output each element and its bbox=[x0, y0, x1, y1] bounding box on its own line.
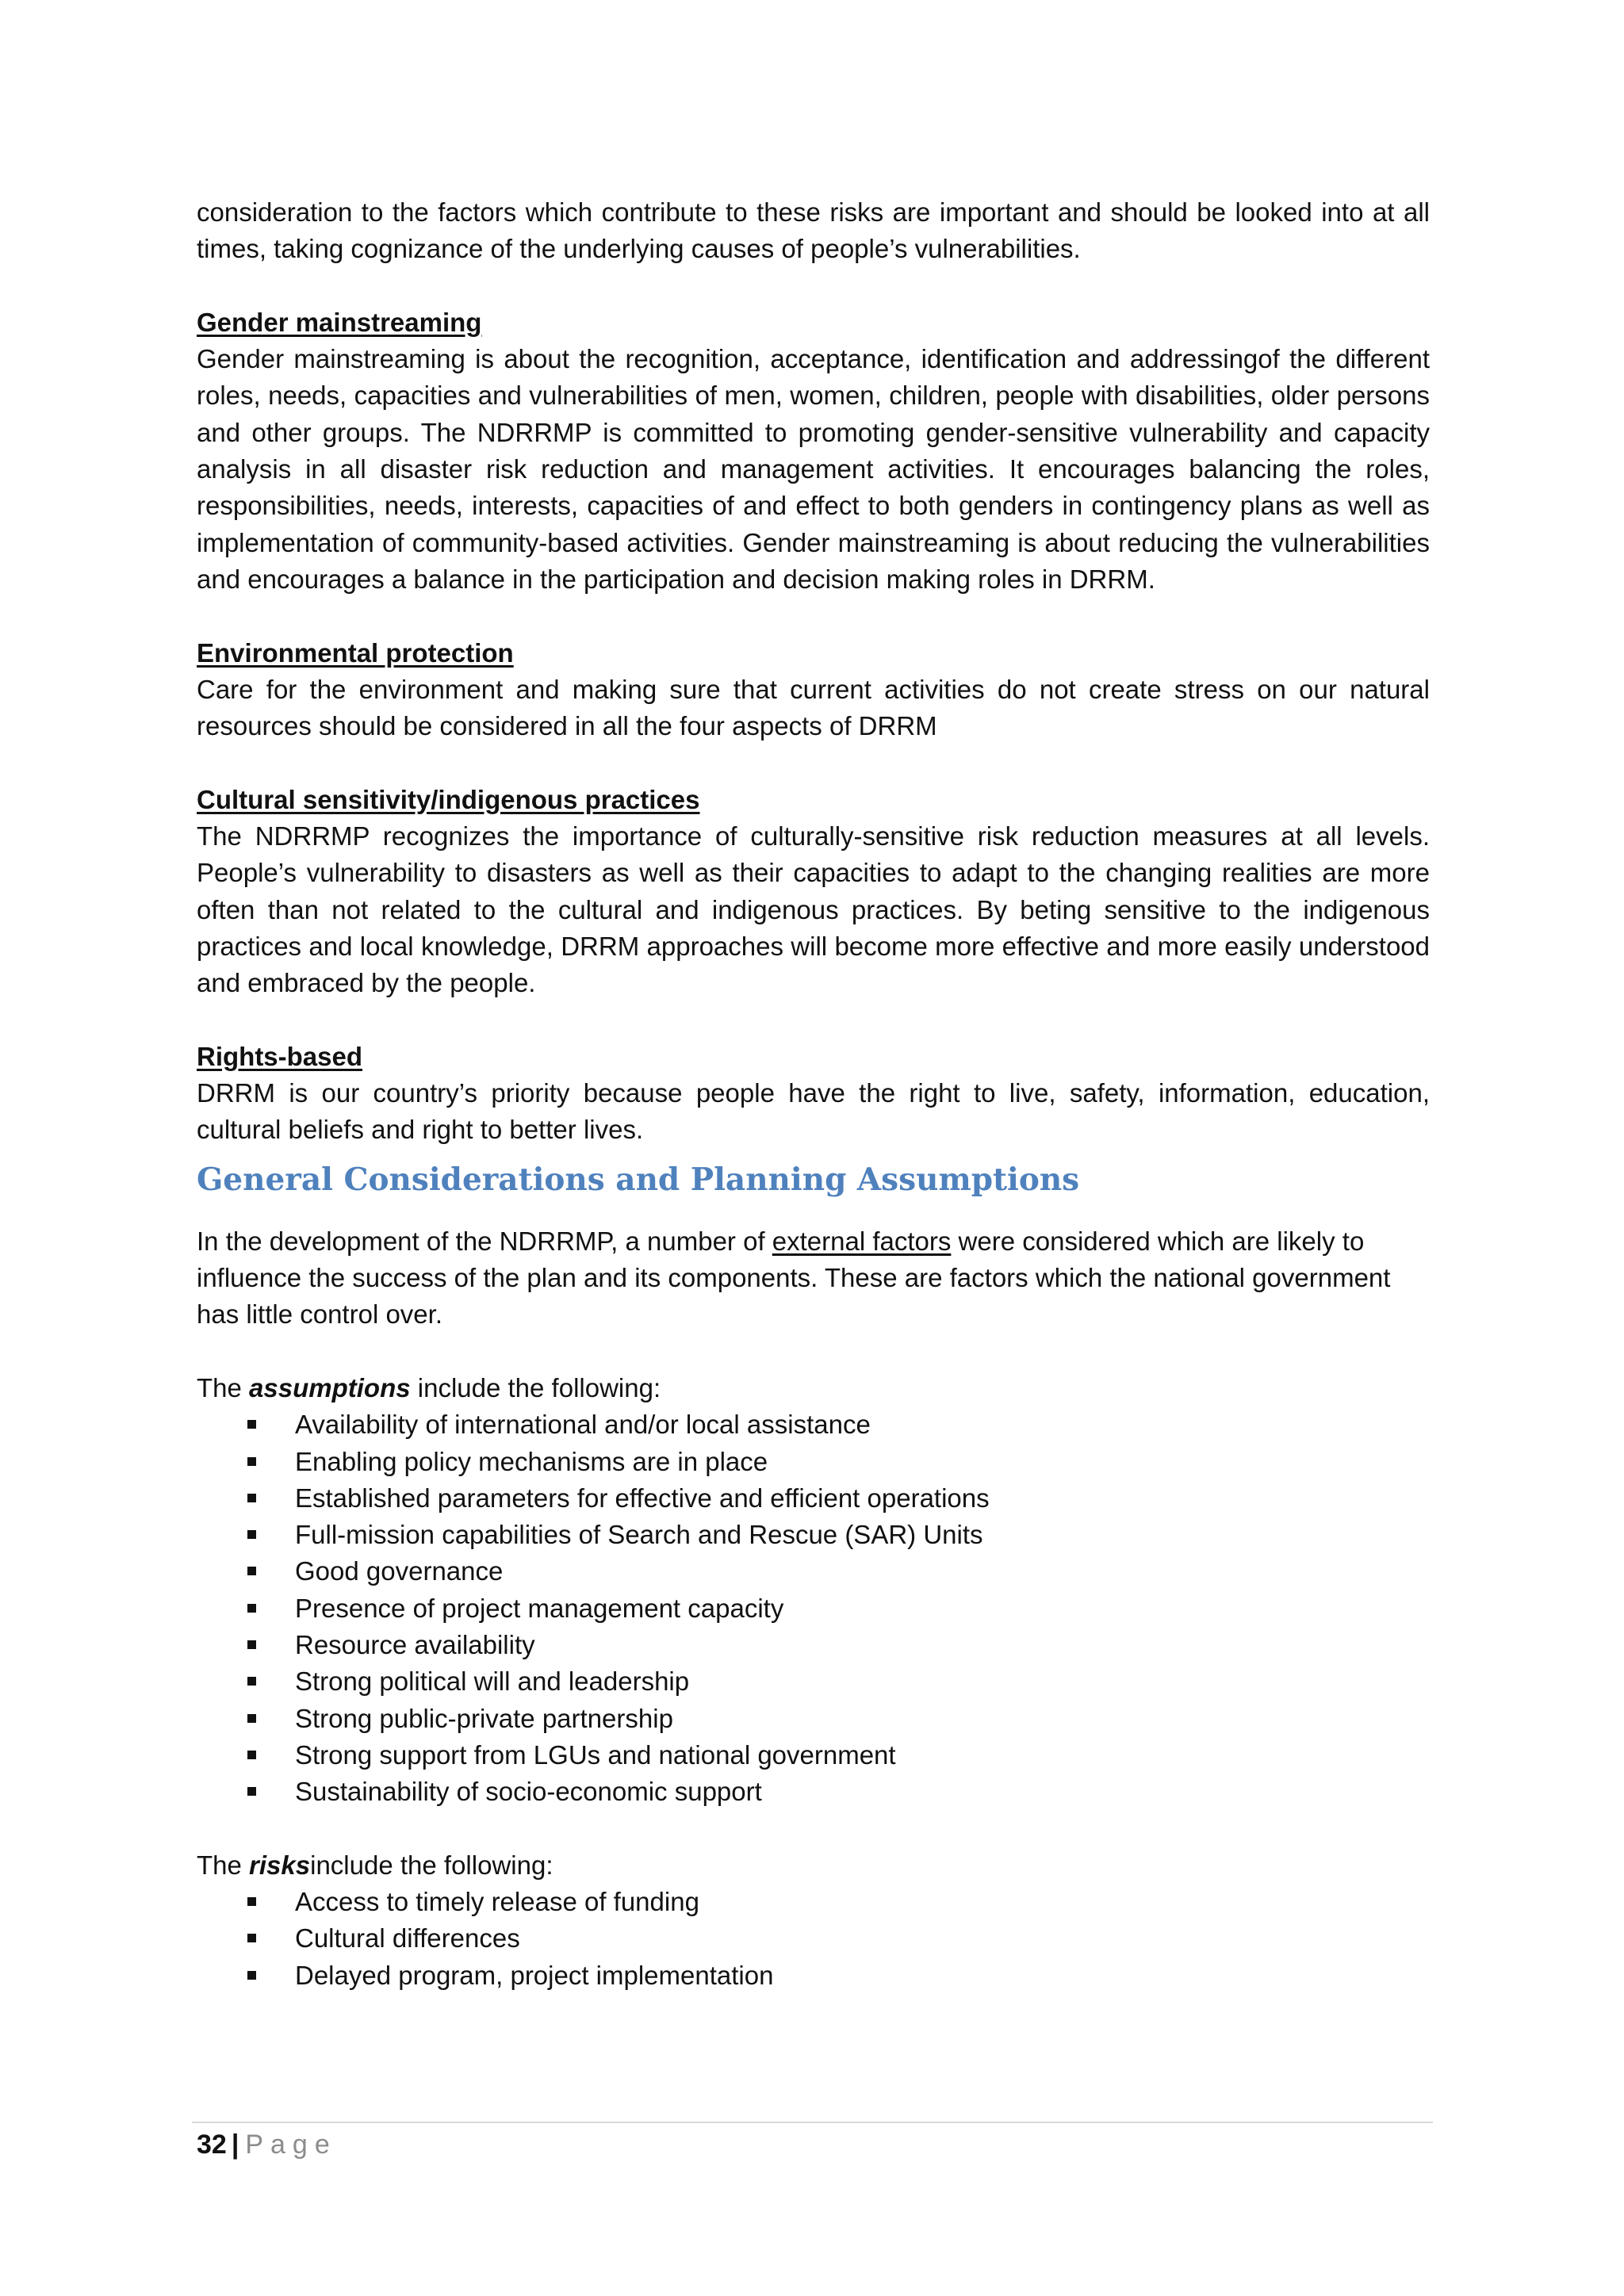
list-item: Enabling policy mechanisms are in place bbox=[197, 1444, 1430, 1480]
square-bullet-icon bbox=[247, 1457, 256, 1466]
list-item: Sustainability of socio-economic support bbox=[197, 1774, 1430, 1810]
external-factors-text: external factors bbox=[772, 1226, 952, 1256]
environmental-protection-heading: Environmental protection bbox=[197, 637, 514, 668]
risks-list bbox=[197, 1884, 1430, 1994]
square-bullet-icon bbox=[247, 1420, 256, 1429]
square-bullet-icon bbox=[247, 1787, 256, 1796]
list-item: Presence of project management capacity bbox=[197, 1590, 1430, 1627]
page-label: Page bbox=[245, 2130, 337, 2160]
rights-based-heading: Rights-based bbox=[197, 1041, 363, 1071]
cultural-sensitivity-paragraph: The NDRRMP recognizes the importance of culturally-sensitive risk reduction measures at all levels. People’s vulnerability to disasters as well as their capacities to adapt to the changing realities are more often than not related to the cultural and indigenous practices. By beting sensitive to the indigenous practices and local knowledge, DRRM approaches will become more effective and more easily understood and embraced by the people. bbox=[197, 821, 1430, 998]
square-bullet-icon bbox=[247, 1604, 256, 1613]
list-item: Delayed program, project implementation bbox=[197, 1957, 1430, 1994]
square-bullet-icon bbox=[247, 1567, 256, 1575]
square-bullet-icon bbox=[247, 1677, 256, 1686]
list-item: Full-mission capabilities of Search and Rescue (SAR) Units bbox=[197, 1517, 1430, 1553]
list-item: Resource availability bbox=[197, 1627, 1430, 1663]
rights-based-paragraph: DRRM is our country’s priority because people have the right to live, safety, information, education, cultural beliefs and right to better lives. bbox=[197, 1078, 1430, 1145]
gender-mainstreaming-heading: Gender mainstreaming bbox=[197, 307, 482, 337]
footer-divider bbox=[192, 2122, 1433, 2123]
list-item: Strong public-private partnership bbox=[197, 1701, 1430, 1737]
square-bullet-icon bbox=[247, 1934, 256, 1942]
list-item: Established parameters for effective and efficient operations bbox=[197, 1480, 1430, 1517]
cultural-sensitivity-heading: Cultural sensitivity/indigenous practices bbox=[197, 784, 700, 814]
intro-paragraph: consideration to the factors which contribute to these risks are important and should be looked into at all times, taking cognizance of the underlying causes of people’s vulnerabilities. bbox=[197, 197, 1430, 264]
general-considerations-paragraph: In the development of the NDRRMP, a number of external factors were considered which are likely to influence the success of the plan and its components. These are factors which the national government has little control over. bbox=[197, 1226, 1391, 1330]
square-bullet-icon bbox=[247, 1714, 256, 1723]
square-bullet-icon bbox=[247, 1897, 256, 1906]
square-bullet-icon bbox=[247, 1751, 256, 1759]
gender-mainstreaming-paragraph: Gender mainstreaming is about the recognition, acceptance, identification and addressingof the different roles, needs, capacities and vulnerabilities of men, women, children, people with disabilities, older persons and other groups. The NDRRMP is committed to promoting gender-sensitive vulnerability and capacity analysis in all disaster risk reduction and management activities. It encourages balancing the roles, responsibilities, needs, interests, capacities of and effect to both genders in contingency plans as well as implementation of community-based activities. Gender mainstreaming is about reducing the vulnerabilities and encourages a balance in the participation and decision making roles in DRRM. bbox=[197, 344, 1430, 594]
list-item: Access to timely release of funding bbox=[197, 1884, 1430, 1920]
square-bullet-icon bbox=[247, 1640, 256, 1649]
square-bullet-icon bbox=[247, 1494, 256, 1502]
list-item: Availability of international and/or local assistance bbox=[197, 1406, 1430, 1443]
risks-lead: The risksinclude the following: bbox=[197, 1850, 553, 1880]
assumptions-lead: The assumptions include the following: bbox=[197, 1372, 661, 1402]
list-item: Good governance bbox=[197, 1553, 1430, 1590]
assumptions-list bbox=[197, 1406, 1430, 1810]
square-bullet-icon bbox=[247, 1971, 256, 1980]
document-page bbox=[197, 194, 1430, 1994]
page-number: 32 bbox=[197, 2130, 227, 2160]
list-item: Strong political will and leadership bbox=[197, 1663, 1430, 1700]
list-item: Strong support from LGUs and national government bbox=[197, 1737, 1430, 1774]
footer-separator: | bbox=[231, 2130, 239, 2160]
list-item: Cultural differences bbox=[197, 1920, 1430, 1957]
general-considerations-heading: General Considerations and Planning Assumptions bbox=[197, 1161, 1080, 1198]
environmental-protection-paragraph: Care for the environment and making sure that current activities do not create stress on our natural resources should be considered in all the four aspects of DRRM bbox=[197, 674, 1430, 741]
page-footer bbox=[197, 2126, 337, 2163]
square-bullet-icon bbox=[247, 1530, 256, 1539]
